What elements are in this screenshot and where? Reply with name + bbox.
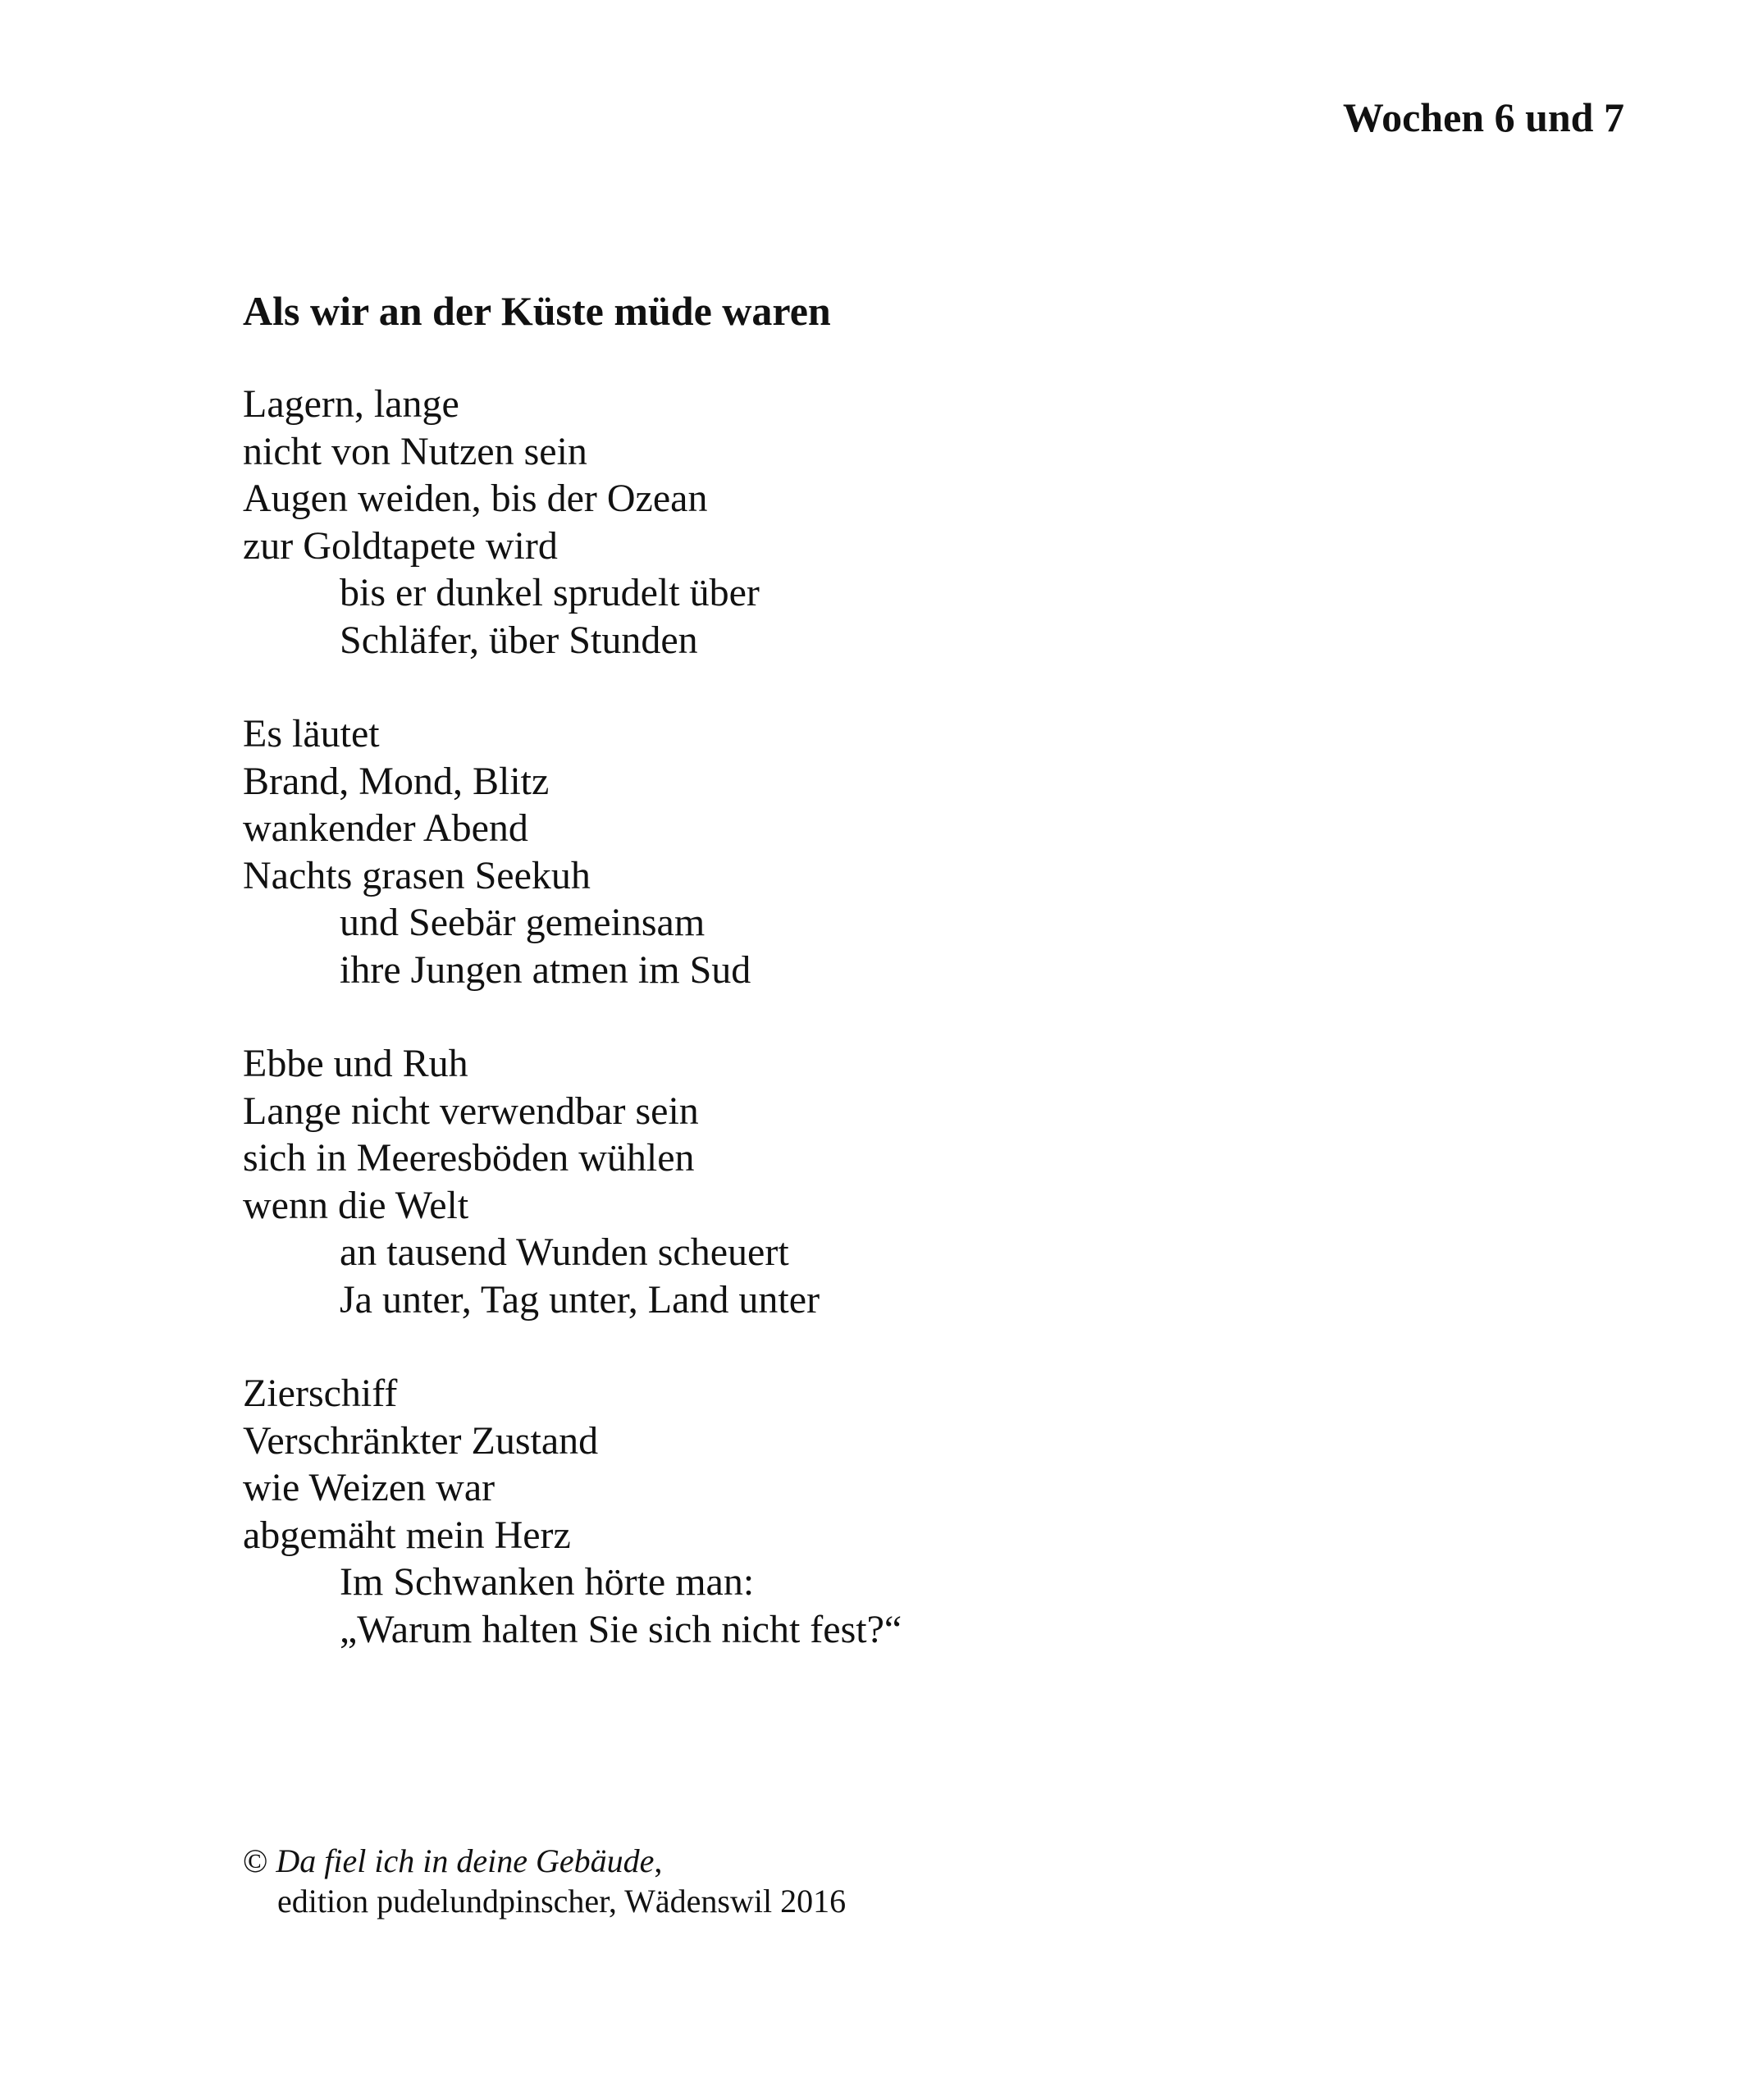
copyright-symbol: © bbox=[243, 1842, 268, 1879]
stanza-3 bbox=[243, 1040, 1555, 1323]
poem-line: Lange nicht verwendbar sein bbox=[243, 1089, 699, 1133]
poem-line: Nachts grasen Seekuh bbox=[243, 853, 591, 897]
poem-line-indented: Im Schwanken hörte man: bbox=[340, 1560, 755, 1604]
poem-line-indented: „Warum halten Sie sich nicht fest?“ bbox=[340, 1607, 902, 1651]
poem-line: zur Goldtapete wird bbox=[243, 523, 558, 568]
page-header-week: Wochen 6 und 7 bbox=[1342, 94, 1624, 140]
stanza-2 bbox=[243, 710, 1555, 993]
poem-title: Als wir an der Küste müde waren bbox=[243, 288, 831, 334]
poem bbox=[243, 287, 1555, 1700]
poem-line-indented: bis er dunkel sprudelt über bbox=[340, 571, 760, 614]
publisher-line: edition pudelundpinscher, Wädenswil 2016 bbox=[277, 1883, 847, 1920]
poem-line: nicht von Nutzen sein bbox=[243, 429, 587, 473]
stanza-1 bbox=[243, 381, 1555, 664]
poem-line: Zierschiff bbox=[243, 1372, 398, 1415]
poem-line: Lagern, lange bbox=[243, 382, 459, 426]
copyright-line bbox=[243, 1841, 846, 1881]
poem-line: abgemäht mein Herz bbox=[243, 1513, 571, 1557]
poem-line-indented: Schläfer, über Stunden bbox=[340, 618, 698, 662]
poem-line: wenn die Welt bbox=[243, 1183, 469, 1227]
poem-line-indented: Ja unter, Tag unter, Land unter bbox=[340, 1277, 820, 1322]
stanza-4 bbox=[243, 1370, 1555, 1653]
book-title: Da fiel ich in deine Gebäude bbox=[276, 1842, 655, 1879]
copyright-footer bbox=[243, 1841, 846, 1921]
poem-line: wie Weizen war bbox=[243, 1466, 495, 1509]
poem-line: Augen weiden, bis der Ozean bbox=[243, 477, 708, 520]
poem-line: Es läutet bbox=[243, 712, 380, 756]
poem-line-indented: ihre Jungen atmen im Sud bbox=[340, 947, 751, 992]
poem-line: wankender Abend bbox=[243, 806, 528, 850]
poem-line: Brand, Mond, Blitz bbox=[243, 759, 550, 803]
title-punctuation: , bbox=[654, 1842, 663, 1879]
poem-line: Verschränkter Zustand bbox=[243, 1418, 599, 1463]
poem-line-indented: und Seebär gemeinsam bbox=[340, 901, 706, 944]
poem-line: sich in Meeresböden wühlen bbox=[243, 1136, 695, 1180]
poem-line-indented: an tausend Wunden scheuert bbox=[340, 1230, 789, 1274]
poem-line: Ebbe und Ruh bbox=[243, 1042, 468, 1085]
